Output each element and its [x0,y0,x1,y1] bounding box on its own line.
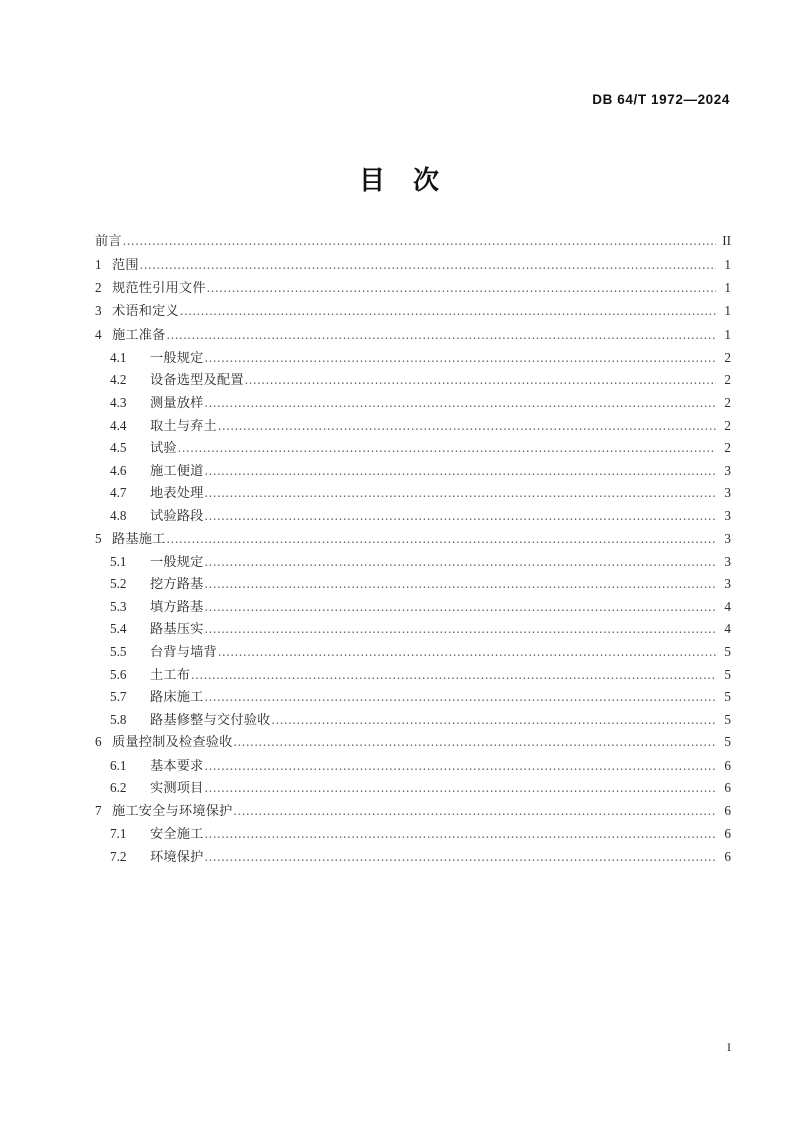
toc-entry[interactable] [95,577,731,600]
toc-entry-page-number: 4 [724,621,731,637]
toc-entry-number: 5.1 [110,553,127,569]
toc-dot-leader [178,441,716,454]
toc-entry[interactable] [95,281,731,304]
toc-entry-page-number: 3 [724,553,731,569]
toc-dot-leader [218,645,716,658]
toc-entry-label: 质量控制及检查验收 [112,735,233,751]
toc-entry-label: 填方路基 [150,599,204,615]
toc-entry-number: 5.2 [110,576,127,592]
title-char-ci: 次 [413,166,442,196]
toc-entry[interactable] [95,759,731,782]
toc-entry[interactable] [95,234,731,258]
toc-entry-page-number: 2 [724,440,731,456]
toc-entry-number: 5.4 [110,621,127,637]
toc-entry-page-number: 6 [724,802,731,818]
toc-entry-number: 7.1 [110,826,127,841]
toc-entry-page-number: 3 [724,462,731,478]
toc-dot-leader [207,281,716,294]
toc-entry-page-number: 5 [724,666,731,682]
toc-entry-label: 路基修整与交付验收 [150,712,271,728]
toc-entry[interactable] [95,645,731,668]
toc-dot-leader [205,827,716,840]
toc-entry-label: 规范性引用文件 [112,281,206,297]
table-of-contents [95,234,731,872]
toc-entry-label: 施工准备 [112,327,166,343]
toc-entry-number: 4 [95,326,102,342]
toc-entry[interactable] [95,304,731,327]
toc-dot-leader [205,600,716,613]
toc-entry[interactable] [95,419,731,442]
toc-entry[interactable] [95,351,731,374]
toc-entry-label: 路基压实 [150,622,204,638]
toc-entry-page-number: II [722,233,731,248]
toc-dot-leader [205,690,716,703]
toc-entry[interactable] [95,622,731,645]
toc-entry-label: 安全施工 [150,827,204,842]
toc-entry[interactable] [95,373,731,396]
toc-entry-page-number: 5 [724,734,731,750]
toc-dot-leader [167,532,716,545]
toc-entry[interactable] [95,258,731,281]
toc-entry-label: 测量放样 [150,395,204,411]
toc-dot-leader [205,759,716,772]
title-char-mu: 目 [358,166,387,196]
toc-entry-label: 基本要求 [150,758,204,774]
toc-entry-number: 6 [95,734,102,750]
toc-entry-number: 4.8 [110,507,127,523]
toc-entry-page-number: 6 [724,848,731,864]
toc-entry-page-number: 3 [724,576,731,592]
toc-dot-leader [218,419,716,432]
toc-entry-number: 4.7 [110,485,127,501]
toc-entry-page-number: 1 [724,326,731,342]
toc-entry-page-number: 3 [724,507,731,523]
toc-dot-leader [123,234,716,247]
toc-entry[interactable] [95,441,731,464]
toc-entry-page-number: 5 [724,689,731,705]
toc-entry-page-number: 2 [724,372,731,388]
toc-entry-number: 5.3 [110,598,127,614]
toc-entry-page-number: 3 [724,485,731,501]
toc-entry-number: 6.1 [110,757,127,773]
toc-dot-leader [205,622,716,635]
toc-dot-leader [205,351,716,364]
toc-entry-page-number: 5 [724,644,731,660]
toc-dot-leader [205,509,716,522]
toc-entry-label: 范围 [112,258,139,273]
toc-entry[interactable] [95,804,731,827]
toc-dot-leader [180,304,716,317]
toc-entry-page-number: 6 [724,780,731,796]
toc-entry-label: 术语和定义 [112,304,179,320]
toc-entry-label: 路床施工 [150,690,204,706]
toc-entry-number: 5.8 [110,711,127,727]
toc-entry[interactable] [95,850,731,873]
toc-entry-page-number: 2 [724,349,731,365]
toc-entry-page-number: 3 [724,530,731,546]
toc-dot-leader [234,804,717,817]
toc-entry-label: 前言 [95,234,122,249]
toc-dot-leader [234,735,717,748]
toc-dot-leader [205,577,716,590]
toc-entry-page-number: 2 [724,417,731,433]
toc-entry[interactable] [95,486,731,509]
toc-entry-number: 3 [95,303,102,319]
toc-dot-leader [205,555,716,568]
toc-entry[interactable] [95,827,731,850]
toc-entry-label: 挖方路基 [150,577,204,593]
toc-entry-number: 6.2 [110,780,127,796]
toc-entry-label: 试验 [150,441,177,457]
toc-entry-number: 5.7 [110,689,127,705]
toc-entry-label: 取土与弃土 [150,418,217,434]
footer-page-number: I [727,1040,731,1054]
toc-entry[interactable] [95,464,731,487]
running-header-standard-code: DB 64/T 1972—2024 [592,92,730,107]
toc-entry-page-number: 6 [724,757,731,773]
toc-entry-number: 5.5 [110,644,127,660]
toc-entry-label: 路基施工 [112,531,166,547]
toc-entry[interactable] [95,555,731,578]
toc-entry-label: 实测项目 [150,781,204,797]
toc-entry-number: 4.5 [110,440,127,456]
toc-dot-leader [205,486,716,499]
toc-entry-number: 4.6 [110,462,127,478]
toc-entry[interactable] [95,713,731,736]
toc-entry[interactable] [95,668,731,691]
toc-entry-number: 2 [95,280,102,296]
toc-entry-label: 设备选型及配置 [150,373,244,389]
toc-dot-leader [205,781,716,794]
toc-entry[interactable] [95,396,731,419]
toc-entry-number: 7.2 [110,848,127,864]
toc-entry-label: 台背与墙背 [150,645,217,661]
toc-entry-label: 土工布 [150,667,191,683]
toc-entry-page-number: 2 [724,394,731,410]
toc-entry-label: 施工安全与环境保护 [112,803,233,819]
toc-entry-number: 4.4 [110,417,127,433]
toc-entry-number: 4.3 [110,394,127,410]
toc-entry[interactable] [95,509,731,532]
toc-dot-leader [191,668,716,681]
toc-entry-page-number: 1 [724,257,731,272]
toc-entry-page-number: 6 [724,826,731,841]
toc-entry-label: 地表处理 [150,486,204,502]
toc-entry-label: 一般规定 [150,350,204,366]
toc-dot-leader [167,328,716,341]
toc-entry-number: 5.6 [110,666,127,682]
toc-dot-leader [245,373,716,386]
toc-entry[interactable] [95,600,731,623]
toc-entry-number: 5 [95,530,102,546]
toc-entry[interactable] [95,735,731,758]
toc-entry-label: 试验路段 [150,508,204,524]
toc-entry-number: 4.2 [110,372,127,388]
toc-entry[interactable] [95,690,731,713]
toc-entry-page-number: 5 [724,711,731,727]
toc-dot-leader [205,850,716,863]
toc-entry[interactable] [95,781,731,804]
toc-entry-label: 环境保护 [150,849,204,865]
toc-entry-number: 4.1 [110,349,127,365]
toc-dot-leader [140,258,716,271]
toc-entry-label: 一般规定 [150,554,204,570]
toc-dot-leader [205,464,716,477]
toc-entry[interactable] [95,532,731,555]
toc-entry-label: 施工便道 [150,463,204,479]
toc-entry[interactable] [95,328,731,351]
toc-entry-number: 1 [95,257,102,272]
page-title [0,160,800,197]
toc-entry-page-number: 1 [724,280,731,296]
toc-entry-number: 7 [95,802,102,818]
toc-dot-leader [205,396,716,409]
toc-entry-page-number: 4 [724,598,731,614]
toc-dot-leader [272,713,717,726]
toc-entry-page-number: 1 [724,303,731,319]
